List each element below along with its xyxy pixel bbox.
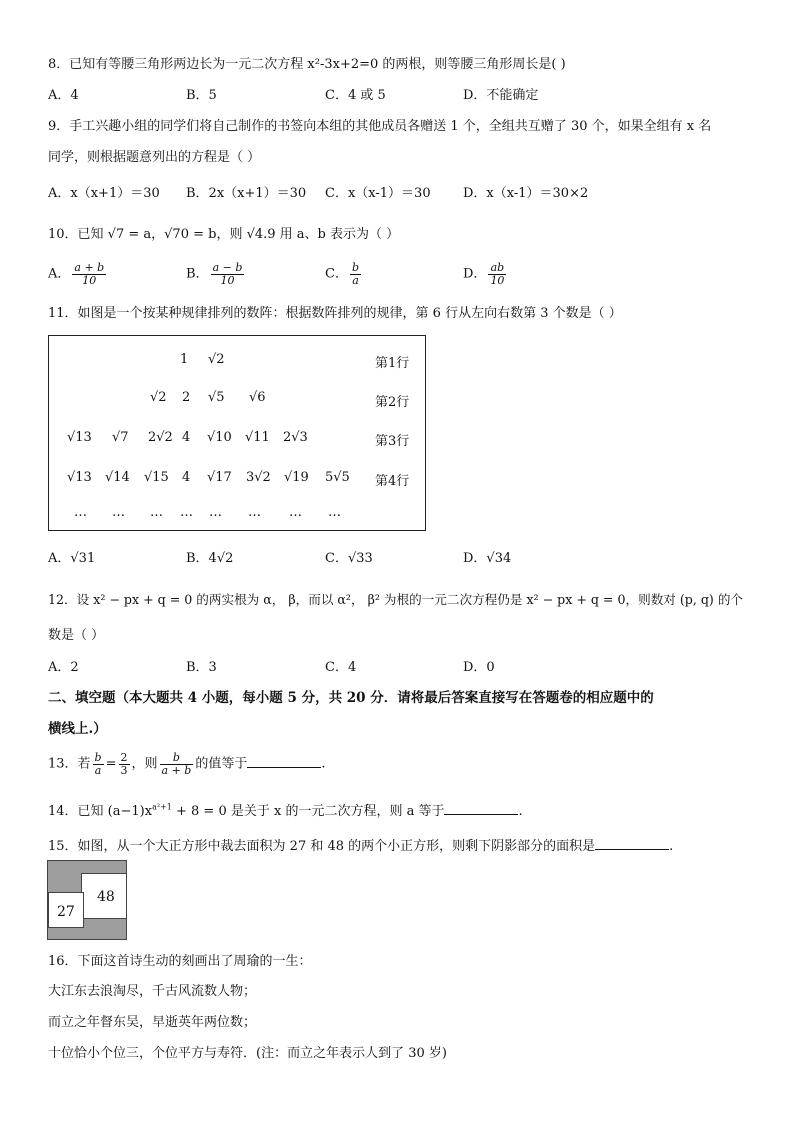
matrix-r5-c1: … <box>74 505 87 520</box>
q13-equals: = <box>105 756 117 772</box>
matrix-r4-c7: √19 <box>284 470 309 485</box>
q12-option-a: A．2 <box>48 660 79 675</box>
q13-prefix: 13．若 <box>48 756 91 772</box>
square-48-label: 48 <box>97 889 115 905</box>
matrix-row-label-1: 第1行 <box>375 356 410 371</box>
matrix-r4-c2: √14 <box>105 470 130 485</box>
number-matrix-figure <box>48 335 426 531</box>
q12-option-b: B．3 <box>186 660 217 675</box>
q14 <box>48 803 523 818</box>
q13-fraction-target: $\frac{b}{a + b}$ <box>161 751 192 777</box>
q9-option-b: B．2x（x+1）＝30 <box>186 186 307 201</box>
q13-fraction-two-thirds: $\frac{2}{3}$ <box>120 751 128 777</box>
matrix-r5-c2: … <box>112 505 125 520</box>
q14-end: . <box>518 804 523 819</box>
matrix-r5-c6: … <box>248 505 261 520</box>
q8-option-a: A．4 <box>48 88 79 103</box>
q12-option-c: C．4 <box>325 660 357 675</box>
q16-poem-line2: 而立之年督东吴，早逝英年两位数； <box>48 1015 257 1030</box>
matrix-r4-c8: 5√5 <box>325 470 350 485</box>
matrix-r3-c5: √10 <box>207 430 232 445</box>
matrix-row-label-3: 第3行 <box>375 434 410 449</box>
section-heading-line2: 横线上.） <box>48 721 107 737</box>
matrix-r5-c4: … <box>180 505 193 520</box>
matrix-r2-c2: 2 <box>182 390 191 405</box>
q8-stem: 8．已知有等腰三角形两边长为一元二次方程 x²-3x+2=0 的两根，则等腰三角形周长是( ) <box>48 57 566 72</box>
matrix-r4-c4: 4 <box>182 470 191 485</box>
q10-option-c <box>325 262 363 286</box>
q12-option-d: D．0 <box>463 660 495 675</box>
squares-figure <box>47 860 127 940</box>
q14-exponent: a²+1 <box>152 802 172 812</box>
q9-option-c: C．x（x-1）＝30 <box>325 186 431 201</box>
matrix-r4-c3: √15 <box>144 470 169 485</box>
q9-option-d: D．x（x-1）＝30×2 <box>463 186 589 201</box>
q11-option-b: B．4√2 <box>186 551 234 566</box>
matrix-row-label-2: 第2行 <box>375 395 410 410</box>
matrix-r3-c7: 2√3 <box>283 430 308 445</box>
q12-stem-line2: 数是（ ） <box>48 628 105 643</box>
matrix-r5-c8: … <box>328 505 341 520</box>
matrix-r4-c1: √13 <box>67 470 92 485</box>
q10-option-b-fraction: $\frac{a - b}{10}$ <box>212 261 243 287</box>
matrix-r3-c4: 4 <box>182 430 191 445</box>
matrix-r5-c7: … <box>289 505 302 520</box>
q10-option-b <box>186 262 246 286</box>
q13 <box>48 752 325 776</box>
q12-stem-line1: 12．设 x² − px + q = 0 的两实根为 α， β，而以 α²， β² 为根的一元二次方程仍是 x² − px + q = 0，则数对 (p, q) 的个 <box>48 592 744 607</box>
q15-stem: 15．如图，从一个大正方形中裁去面积为 27 和 48 的两个小正方形，则剩下阴影部分的面积是 <box>48 839 596 854</box>
q13-end: . <box>321 756 326 772</box>
square-48 <box>81 873 127 919</box>
q10-option-d-label: D． <box>463 266 487 282</box>
q13-suffix: 的值等于 <box>195 756 248 772</box>
matrix-r3-c1: √13 <box>67 430 92 445</box>
square-27 <box>48 892 84 928</box>
matrix-r1-c2: √2 <box>208 352 225 367</box>
q9-stem-line1: 9．手工兴趣小组的同学们将自己制作的书签向本组的其他成员各赠送 1 个，全组共互赠了 30 个，如果全组有 x 名 <box>48 119 712 134</box>
square-27-label: 27 <box>57 904 75 920</box>
q10-option-b-label: B． <box>186 266 209 282</box>
q14-text-2: + 8 = 0 是关于 x 的一元二次方程，则 a 等于 <box>171 804 445 819</box>
matrix-r3-c6: √11 <box>245 430 270 445</box>
q11-option-d: D．√34 <box>463 551 512 566</box>
matrix-row-label-4: 第4行 <box>375 474 410 489</box>
q11-stem: 11．如图是一个按某种规律排列的数阵：根据数阵排列的规律，第 6 行从左向右数第 3 个数是（ ） <box>48 306 622 321</box>
q10-option-d <box>463 262 508 286</box>
q16-poem-line1: 大江东去浪淘尽，千古风流数人物； <box>48 984 257 999</box>
q15-stem-row <box>48 838 673 853</box>
matrix-r2-c4: √6 <box>249 390 266 405</box>
matrix-r4-c5: √17 <box>207 470 232 485</box>
matrix-r1-c1: 1 <box>180 352 189 367</box>
q10-stem: 10．已知 √7 = a，√70 = b，则 √4.9 用 a、b 表示为（ ） <box>48 227 400 242</box>
q10-option-d-fraction: $\frac{ab}{10}$ <box>490 261 505 287</box>
q15-answer-blank[interactable] <box>595 838 669 850</box>
q11-option-c: C．√33 <box>325 551 373 566</box>
matrix-r2-c1: √2 <box>150 390 167 405</box>
q8-option-c: C．4 或 5 <box>325 88 386 103</box>
matrix-r3-c3: 2√2 <box>148 430 173 445</box>
q15-end: . <box>669 839 674 854</box>
q16-poem-line3: 十位恰小个位三，个位平方与寿符．(注：而立之年表示人到了 30 岁) <box>48 1046 447 1061</box>
q13-answer-blank[interactable] <box>247 756 321 768</box>
q9-stem-line2: 同学，则根据题意列出的方程是（ ） <box>48 150 261 165</box>
matrix-r2-c3: √5 <box>208 390 225 405</box>
matrix-r4-c6: 3√2 <box>246 470 271 485</box>
q14-answer-blank[interactable] <box>444 803 518 815</box>
matrix-r5-c5: … <box>209 505 222 520</box>
section-heading-line1: 二、填空题（本大题共 4 小题，每小题 5 分，共 20 分．请将最后答案直接写在答题卷的相应题中的 <box>48 690 654 706</box>
q8-option-d: D．不能确定 <box>463 88 539 103</box>
q13-middle: ，则 <box>131 756 158 772</box>
q8-option-b: B．5 <box>186 88 217 103</box>
q14-text: 14．已知 (a−1)x <box>48 804 153 819</box>
q9-option-a: A．x（x+1）＝30 <box>48 186 160 201</box>
q10-option-c-fraction: $\frac{b}{a}$ <box>351 261 359 287</box>
q10-option-a-fraction: $\frac{a + b}{10}$ <box>74 261 105 287</box>
matrix-r3-c2: √7 <box>112 430 129 445</box>
q10-option-c-label: C． <box>325 266 348 282</box>
q10-option-a <box>48 262 108 286</box>
matrix-r5-c3: … <box>150 505 163 520</box>
q16-stem: 16．下面这首诗生动的刻画出了周瑜的一生： <box>48 954 312 969</box>
q11-option-a: A．√31 <box>48 551 96 566</box>
q13-fraction-b-over-a: $\frac{b}{a}$ <box>94 751 102 777</box>
q10-option-a-label: A． <box>48 266 71 282</box>
